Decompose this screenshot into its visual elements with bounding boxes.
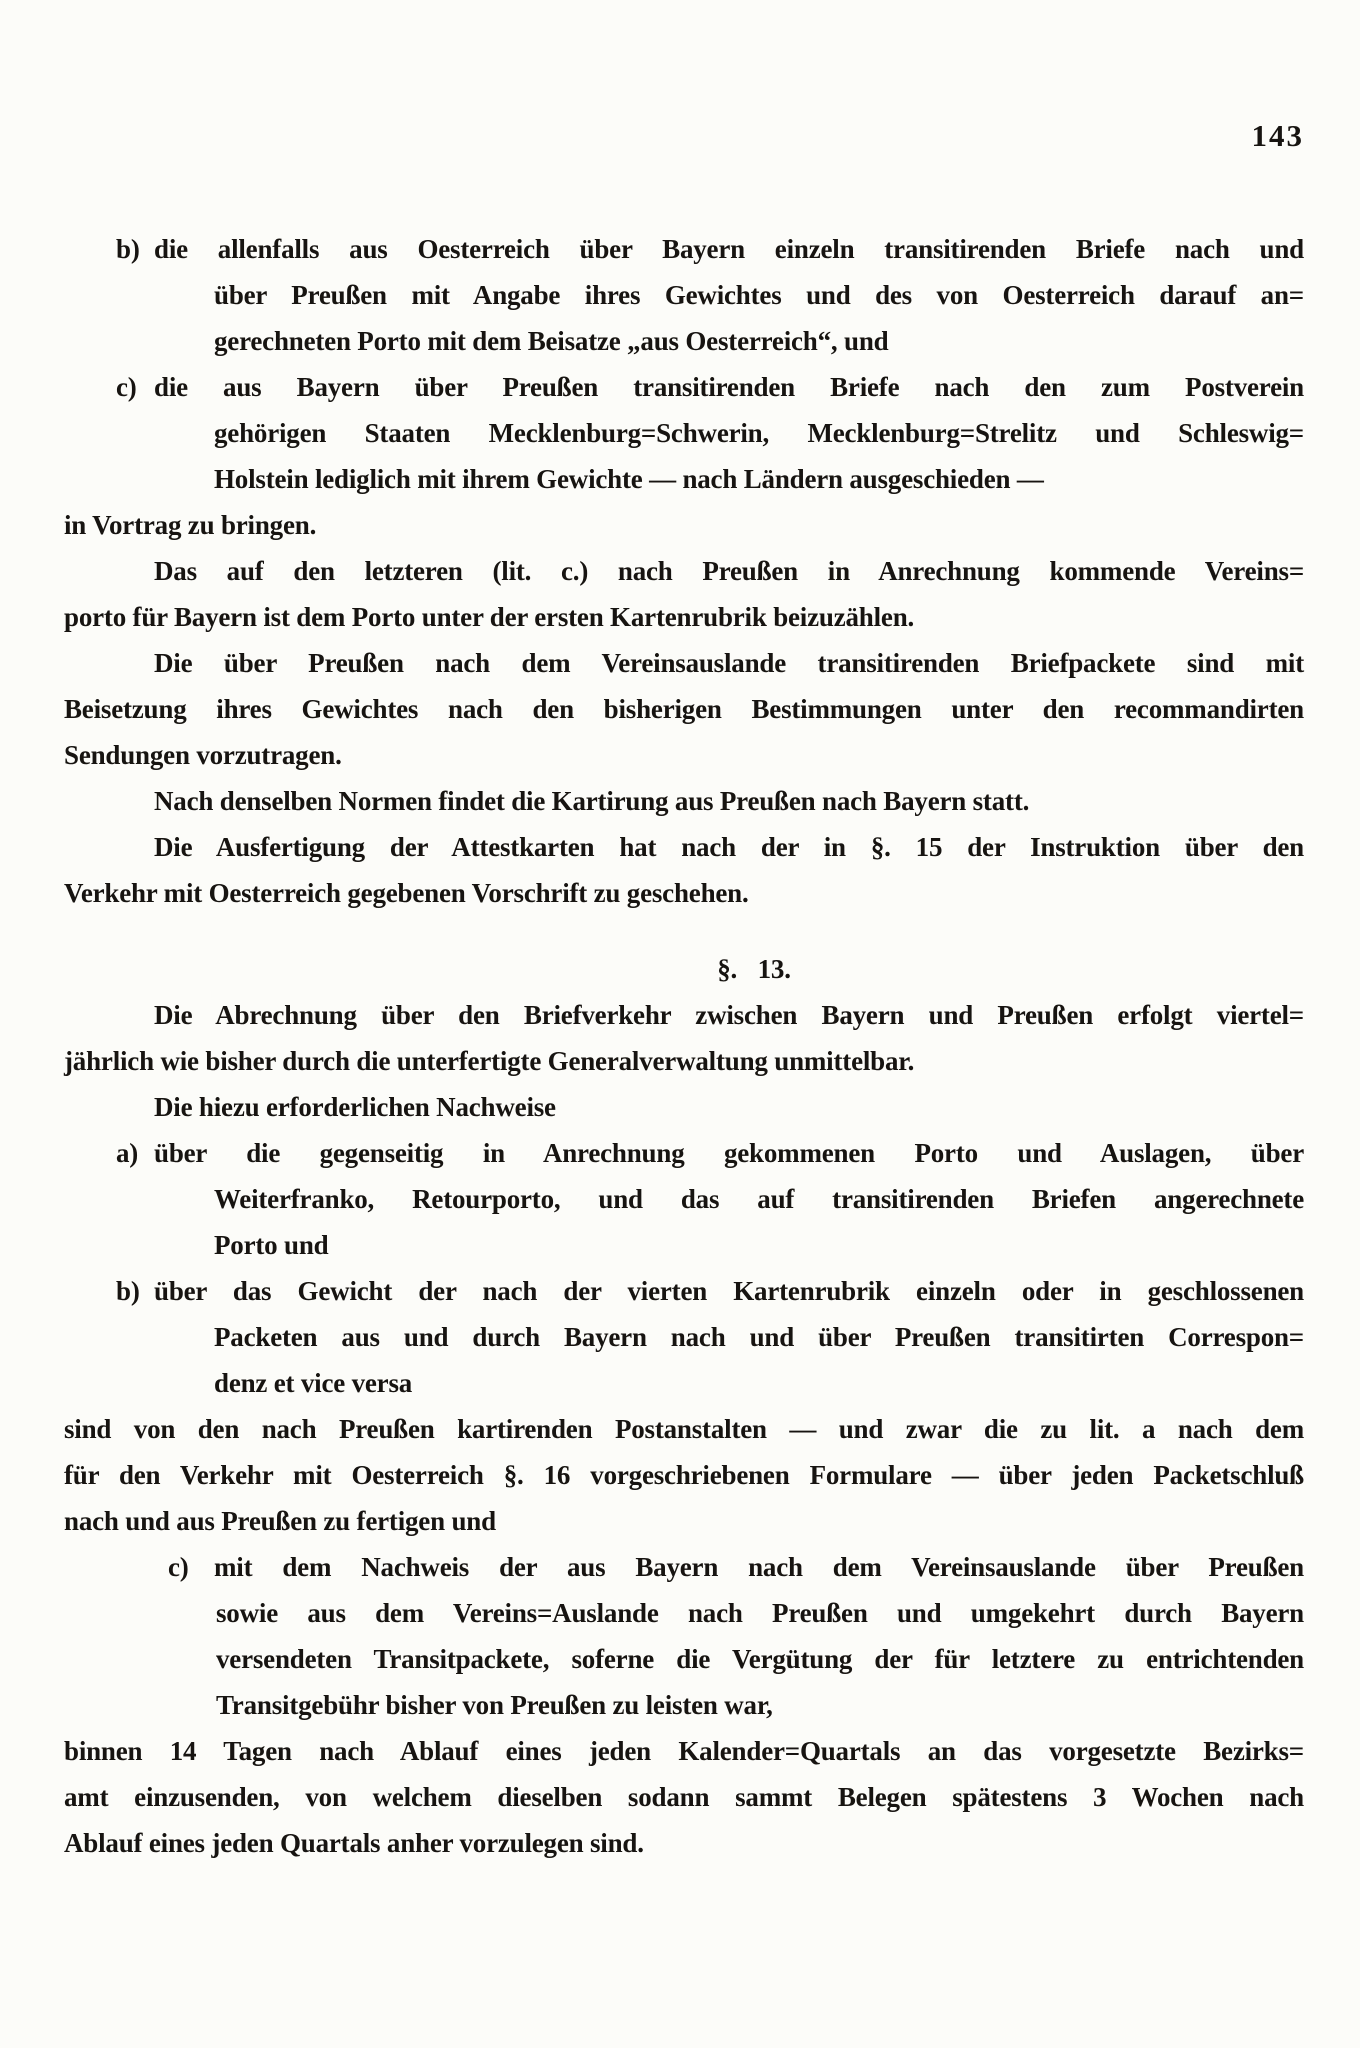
text-line: Porto und: [214, 1230, 329, 1260]
section-heading: §. 13.: [717, 954, 791, 984]
text-line: sind von den nach Preußen kartirenden Postanstalten — und zwar die zu lit. a nach dem: [64, 1414, 1304, 1444]
text-line: amt einzusenden, von welchem dieselben sodann sammt Belegen spätestens 3 Wochen nach: [64, 1782, 1304, 1812]
text-line: versendeten Transitpackete, soferne die Vergütung der für letztere zu entrichtenden: [216, 1644, 1304, 1674]
text-line: a) über die gegenseitig in Anrechnung gekommenen Porto und Auslagen, über: [64, 1130, 1304, 1176]
text-line: in Vortrag zu bringen.: [64, 510, 317, 540]
text-line: porto für Bayern ist dem Porto unter der ersten Kartenrubrik beizuzählen.: [64, 602, 915, 632]
text-line: Die Abrechnung über den Briefverkehr zwischen Bayern und Preußen erfolgt viertel=: [154, 1000, 1304, 1030]
text-line: c) die aus Bayern über Preußen transitirenden Briefe nach den zum Postverein: [64, 364, 1304, 410]
text-line: b) die allenfalls aus Oesterreich über Bayern einzeln transitirenden Briefe nach und: [64, 226, 1304, 272]
text-line: denz et vice versa: [214, 1368, 413, 1398]
text-line: b) über das Gewicht der nach der vierten Kartenrubrik einzeln oder in geschlossenen: [64, 1268, 1304, 1314]
text-line: Das auf den letzteren (lit. c.) nach Preußen in Anrechnung kommende Vereins=: [154, 556, 1304, 586]
list-item-marker: b): [116, 1276, 140, 1306]
text-block: [64, 226, 1304, 1866]
text-line: gehörigen Staaten Mecklenburg=Schwerin, Mecklenburg=Strelitz und Schleswig=: [214, 418, 1304, 448]
text-line: gerechneten Porto mit dem Beisatze „aus Oesterreich“, und: [214, 326, 889, 356]
text-line: c) mit dem Nachweis der aus Bayern nach dem Vereinsauslande über Preußen: [64, 1544, 1304, 1590]
text-line: über Preußen mit Angabe ihres Gewichtes und des von Oesterreich darauf an=: [214, 280, 1304, 310]
text-line: Sendungen vorzutragen.: [64, 740, 342, 770]
text-line: Ablauf eines jeden Quartals anher vorzulegen sind.: [64, 1828, 644, 1858]
text-line: Die über Preußen nach dem Vereinsauslande transitirenden Briefpackete sind mit: [154, 648, 1304, 678]
page-number: 143: [1251, 118, 1304, 153]
text-line: jährlich wie bisher durch die unterfertigte Generalverwaltung unmittelbar.: [64, 1046, 915, 1076]
text-line: Holstein lediglich mit ihrem Gewichte — nach Ländern ausgeschieden —: [214, 464, 1044, 494]
text-line: Verkehr mit Oesterreich gegebenen Vorschrift zu geschehen.: [64, 878, 749, 908]
list-item-marker: c): [116, 372, 137, 402]
text-line: sowie aus dem Vereins=Auslande nach Preußen und umgekehrt durch Bayern: [216, 1598, 1304, 1628]
text-line: für den Verkehr mit Oesterreich §. 16 vorgeschriebenen Formulare — über jeden Packetschluß: [64, 1460, 1304, 1490]
list-item-marker: c): [168, 1552, 189, 1582]
text-line: Die Ausfertigung der Attestkarten hat nach der in §. 15 der Instruktion über den: [154, 832, 1304, 862]
text-line: nach und aus Preußen zu fertigen und: [64, 1506, 496, 1536]
text-line: Nach denselben Normen findet die Kartirung aus Preußen nach Bayern statt.: [154, 786, 1030, 816]
list-item-marker: a): [116, 1138, 139, 1168]
text-line: Die hiezu erforderlichen Nachweise: [154, 1092, 556, 1122]
text-line: Packeten aus und durch Bayern nach und über Preußen transitirten Correspon=: [214, 1322, 1304, 1352]
text-line: Beisetzung ihres Gewichtes nach den bisherigen Bestimmungen unter den recommandirten: [64, 694, 1304, 724]
list-item-marker: b): [116, 234, 140, 264]
text-line: Transitgebühr bisher von Preußen zu leisten war,: [216, 1690, 773, 1720]
text-line: binnen 14 Tagen nach Ablauf eines jeden Kalender=Quartals an das vorgesetzte Bezirks=: [64, 1736, 1304, 1766]
text-line: Weiterfranko, Retourporto, und das auf transitirenden Briefen angerechnete: [214, 1184, 1304, 1214]
